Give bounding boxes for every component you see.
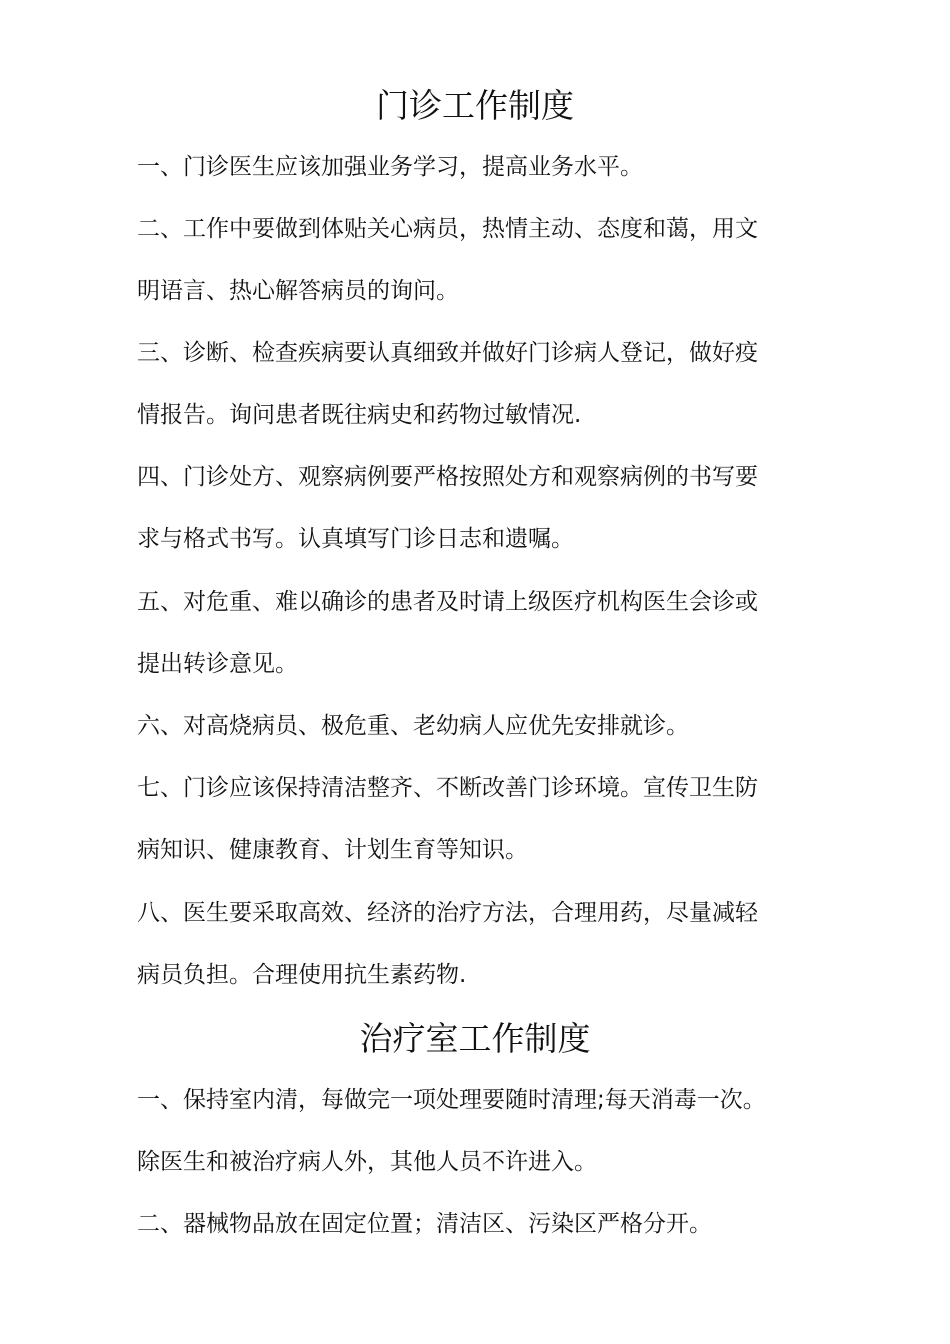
outpatient-rule-line: 六、对高烧病员、极危重、老幼病人应优先安排就诊。: [137, 713, 689, 739]
outpatient-rule-line: 一、门诊医生应该加强业务学习，提高业务水平。: [137, 154, 643, 180]
outpatient-rule-line: 提出转诊意见。: [137, 651, 298, 677]
outpatient-rule-line: 情报告。询问患者既往病史和药物过敏情况.: [137, 402, 582, 428]
outpatient-rule-line: 二、工作中要做到体贴关心病员，热情主动、态度和蔼，用文: [137, 216, 758, 242]
outpatient-rule-line: 八、医生要采取高效、经济的治疗方法，合理用药，尽量减轻: [137, 900, 758, 926]
treatment-room-rules-title: 治疗室工作制度: [359, 1019, 591, 1058]
treatment-room-rule-line: 除医生和被治疗病人外，其他人员不许进入。: [137, 1149, 597, 1175]
outpatient-rule-line: 四、门诊处方、观察病例要严格按照处方和观察病例的书写要: [137, 464, 758, 490]
outpatient-rule-line: 病员负担。合理使用抗生素药物.: [137, 962, 467, 988]
outpatient-rules-title: 门诊工作制度: [376, 86, 574, 125]
outpatient-rule-line: 明语言、热心解答病员的询问。: [137, 278, 459, 304]
treatment-room-rule-line: 二、器械物品放在固定位置；清洁区、污染区严格分开。: [137, 1211, 712, 1237]
outpatient-rule-line: 病知识、健康教育、计划生育等知识。: [137, 837, 528, 863]
outpatient-rule-line: 五、对危重、难以确诊的患者及时请上级医疗机构医生会诊或: [137, 589, 758, 615]
outpatient-rule-line: 三、诊断、检查疾病要认真细致并做好门诊病人登记，做好疫: [137, 340, 758, 366]
treatment-room-rule-line: 一、保持室内清，每做完一项处理要随时清理;每天消毒一次。: [137, 1087, 766, 1113]
outpatient-rule-line: 七、门诊应该保持清洁整齐、不断改善门诊环境。宣传卫生防: [137, 775, 758, 801]
outpatient-rule-line: 求与格式书写。认真填写门诊日志和遗嘱。: [137, 526, 574, 552]
